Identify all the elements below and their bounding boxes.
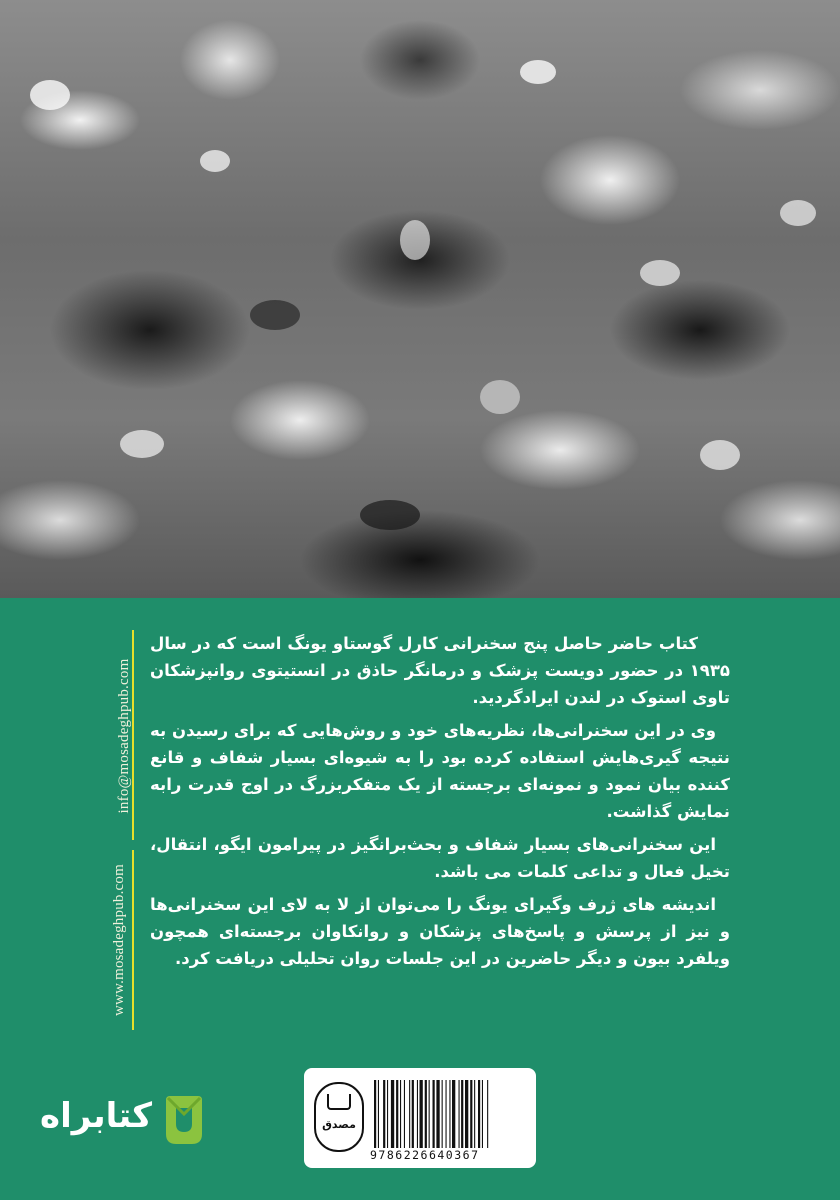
- publisher-logo-icon: [314, 1082, 364, 1152]
- barcode-panel: [304, 1068, 536, 1168]
- paragraph-4: اندیشه های ژرف وگیرای یونگ را می‌توان از لا به لای این سخنرانی‌ها و نیز از پرسش و پاسخ‌های پزشکان و روانکاوان برجسته‌ای همچون ویلفرد بیون و دیگر حاضرین در این جلسات روان تحلیلی دریافت کرد.: [150, 895, 730, 968]
- side-divider-bottom: [132, 850, 134, 1030]
- paragraph-2: وی در این سخنرانی‌ها، نظریه‌های خود و روش‌هایی که برای رسیدن به نتیجه گیری‌هایش استفاده کرده بود را به شیوه‌ای بسیار شفاف و قانع کننده بیان نمود و نمونه‌ای برجسته از یک متفکربزرگ در اوج قدرت رابه نمایش گذاشت.: [150, 721, 730, 821]
- ketabrah-wordmark: کتابراه: [40, 1096, 153, 1136]
- paragraph-1: کتاب حاضر حاصل پنج سخنرانی کارل گوستاو یونگ است که در سال ۱۹۳۵ در حضور دویست پزشک و درمانگر حاذق در انستیتوی روانپزشکان تاوی استوک در لندن ایرادگردید.: [150, 634, 730, 707]
- website-label[interactable]: www.mosadeghpub.com: [111, 864, 127, 1016]
- cover-photo: [0, 0, 840, 598]
- paragraph-3: این سخنرانی‌های بسیار شفاف و بحث‌برانگیز در پیرامون ایگو، انتقال، تخیل فعال و تداعی کلمات می باشد.: [150, 835, 730, 881]
- ketabrah-logo-icon: [162, 1094, 206, 1146]
- back-cover-description: [150, 630, 730, 978]
- barcode-icon: [374, 1080, 524, 1148]
- isbn-number: 9786226640367: [370, 1148, 480, 1162]
- email-label[interactable]: info@mosadeghpub.com: [116, 658, 132, 814]
- publisher-logo-text: مصدق: [322, 1118, 356, 1131]
- ketabrah-brand[interactable]: [40, 1092, 210, 1152]
